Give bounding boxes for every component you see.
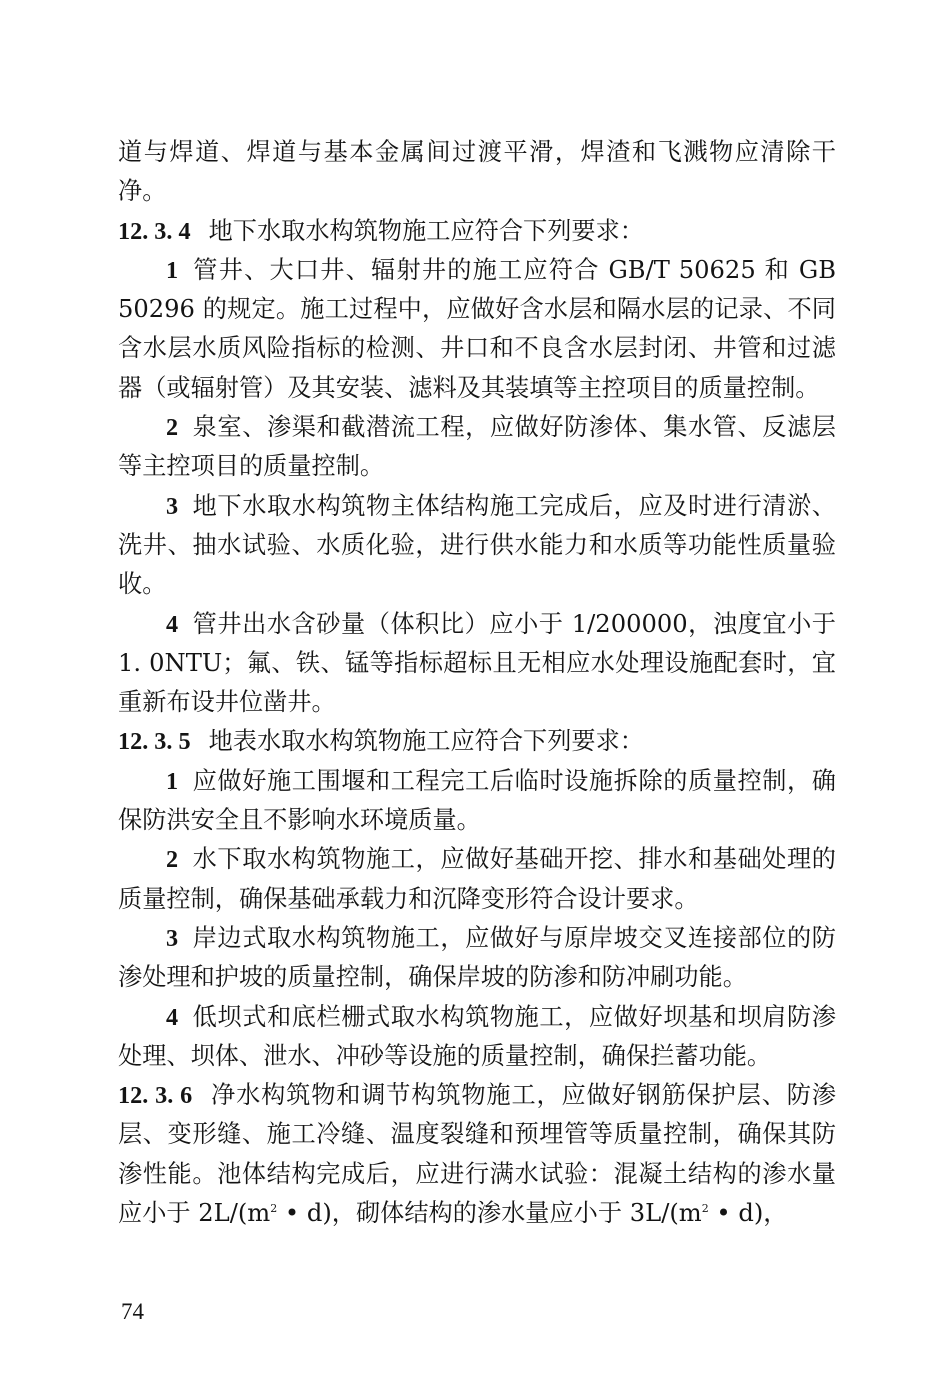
paragraph-continuation: 道与焊道、焊道与基本金属间过渡平滑，焊渣和飞溅物应清除干净。	[118, 138, 836, 206]
item-number: 4	[166, 1003, 179, 1031]
superscript: 2	[701, 1202, 709, 1216]
item-text: 水下取水构筑物施工，应做好基础开挖、排水和基础处理的质量控制，确保基础承载力和沉降变形符合设计要求。	[118, 845, 836, 913]
item-number: 4	[166, 610, 179, 638]
clause-text: • d)，	[708, 1199, 788, 1228]
item-text: 地下水取水构筑物主体结构施工完成后，应及时进行清淤、洗井、抽水试验、水质化验，进行供水能力和水质等功能性质量验收。	[118, 491, 836, 599]
clause-item	[118, 487, 836, 605]
page-number: 74	[121, 1299, 144, 1324]
clause-item	[118, 251, 836, 408]
clause-12-3-6	[118, 1076, 836, 1233]
clause-item	[118, 998, 836, 1077]
clause-item	[118, 919, 836, 998]
clause-12-3-5	[118, 722, 836, 761]
item-text: 低坝式和底栏栅式取水构筑物施工，应做好坝基和坝肩防渗处理、坝体、泄水、冲砂等设施的质量控制，确保拦蓄功能。	[118, 1002, 836, 1070]
item-text: 管井、大口井、辐射井的施工应符合 GB/T 50625 和 GB 50296 的规定。施工过程中，应做好含水层和隔水层的记录、不同含水层水质风险指标的检测、井口和不良含水层封闭、井管和过滤器（或辐射管）及其安装、滤料及其装填等主控项目的质量控制。	[118, 255, 836, 402]
superscript: 2	[270, 1202, 278, 1216]
item-number: 2	[166, 846, 179, 874]
clause-item	[118, 605, 836, 723]
body-text	[118, 133, 836, 1233]
item-number: 3	[166, 492, 179, 520]
clause-text: 净水构筑物和调节构筑物施工，应做好钢筋保护层、防渗层、变形缝、施工冷缝、温度裂缝和预埋管等质量控制，确保其防渗性能。池体结构完成后，应进行满水试验：混凝土结构的渗水量应小于 2L/(m	[118, 1081, 836, 1228]
clause-text: 地表水取水构筑物施工应符合下列要求：	[208, 727, 644, 756]
clause-text: 地下水取水构筑物施工应符合下列要求：	[208, 216, 644, 245]
item-text: 管井出水含砂量（体积比）应小于 1/200000，浊度宜小于 1. 0NTU；氟、铁、锰等指标超标且无相应水处理设施配套时，宜重新布设井位凿井。	[118, 609, 836, 717]
clause-number: 12. 3. 4	[118, 217, 191, 245]
clause-item	[118, 840, 836, 919]
item-number: 1	[166, 767, 179, 795]
item-text: 应做好施工围堰和工程完工后临时设施拆除的质量控制，确保防洪安全且不影响水环境质量。	[118, 766, 836, 835]
clause-item	[118, 762, 836, 841]
item-number: 3	[166, 924, 179, 952]
clause-text: • d)，砌体结构的渗水量应小于 3L/(m	[277, 1199, 702, 1228]
clause-number: 12. 3. 6	[118, 1082, 193, 1110]
clause-number: 12. 3. 5	[118, 728, 191, 756]
clause-item	[118, 408, 836, 487]
item-number: 1	[166, 256, 179, 284]
item-text: 泉室、渗渠和截潜流工程，应做好防渗体、集水管、反滤层等主控项目的质量控制。	[118, 413, 836, 481]
clause-12-3-4	[118, 212, 836, 251]
item-number: 2	[166, 414, 179, 442]
item-text: 岸边式取水构筑物施工，应做好与原岸坡交叉连接部位的防渗处理和护坡的质量控制，确保岸坡的防渗和防冲刷功能。	[118, 923, 836, 992]
